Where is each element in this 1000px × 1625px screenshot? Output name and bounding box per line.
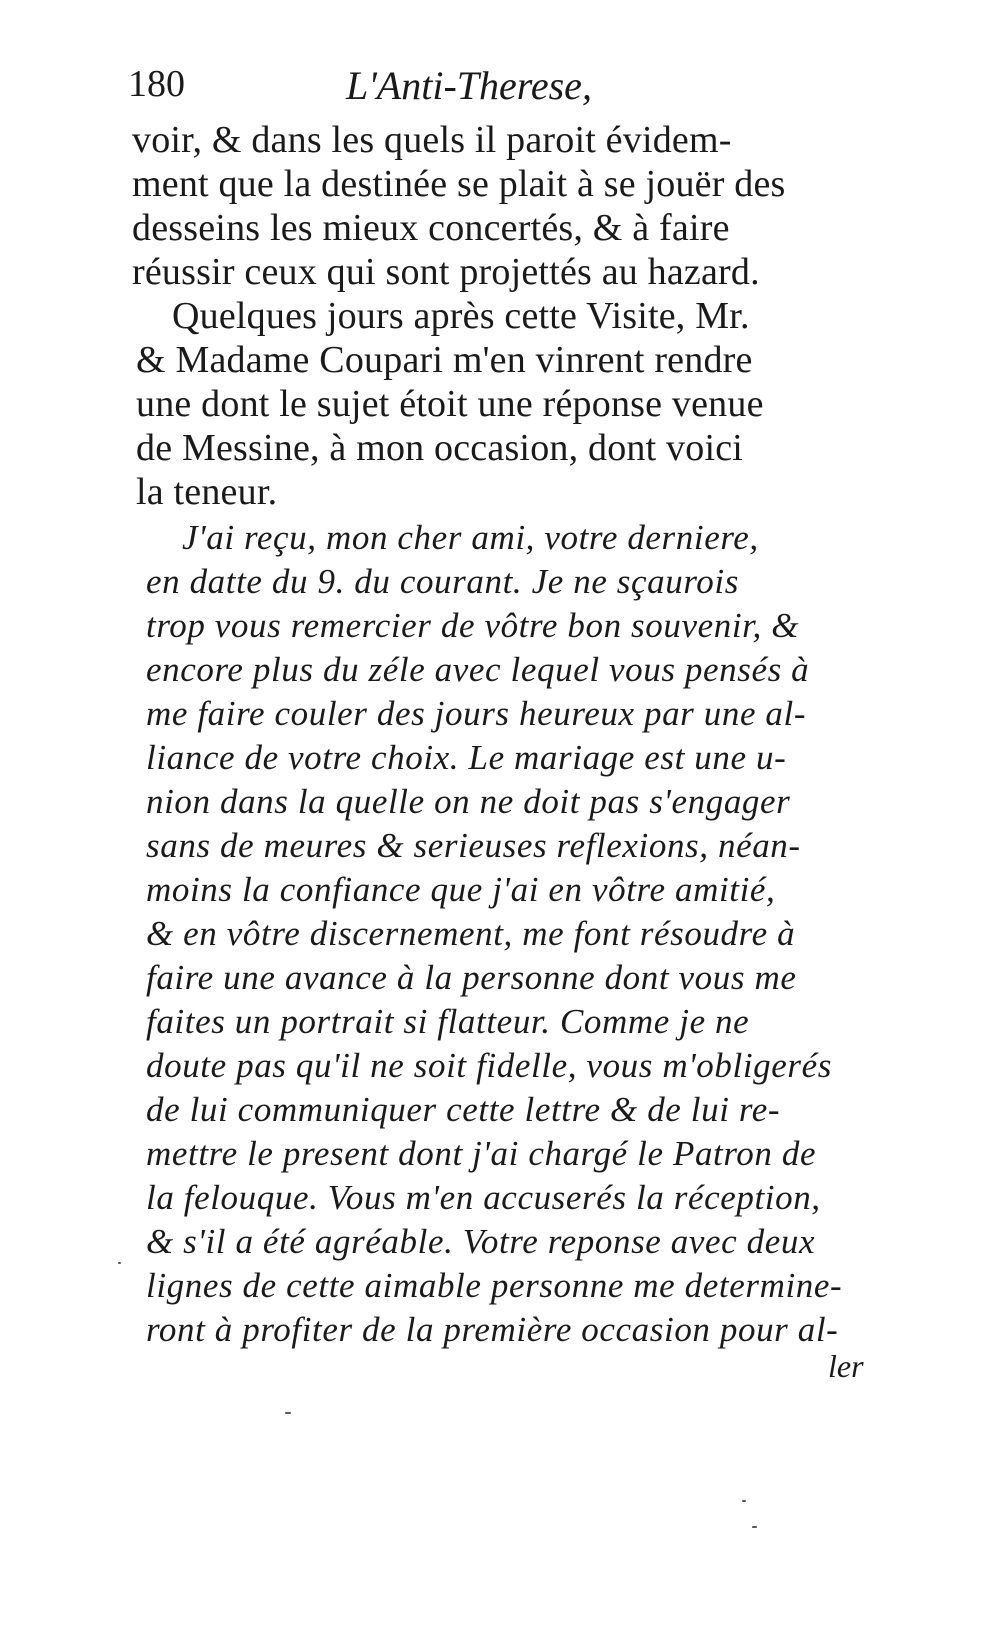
text-line: Quelques jours après cette Visite, Mr. xyxy=(172,295,750,337)
text-line: voir, & dans les quels il paroit évidem- xyxy=(132,119,732,161)
page-header xyxy=(128,62,648,112)
running-title: L'Anti-Therese, xyxy=(346,63,592,108)
text-line: ment que la destinée se plait à se jouër des xyxy=(132,163,786,205)
ink-speck xyxy=(118,1262,121,1264)
text-line: trop vous remercier de vôtre bon souvenir, & xyxy=(146,606,800,645)
text-line: de lui communiquer cette lettre & de lui re- xyxy=(146,1090,781,1129)
text-line: doute pas qu'il ne soit fidelle, vous m'obligerés xyxy=(146,1046,832,1085)
text-line: lignes de cette aimable personne me determine- xyxy=(146,1266,843,1305)
text-line: sans de meures & serieuses reflexions, néan- xyxy=(146,826,801,865)
text-line: de Messine, à mon occasion, dont voici xyxy=(136,427,744,469)
text-line: moins la confiance que j'ai en vôtre amitié, xyxy=(146,870,776,909)
text-line: ront à profiter de la première occasion pour al- xyxy=(146,1310,839,1349)
text-line: desseins les mieux concertés, & à faire xyxy=(132,207,730,249)
text-line: J'ai reçu, mon cher ami, votre derniere, xyxy=(182,518,759,557)
text-line: & s'il a été agréable. Votre reponse avec deux xyxy=(146,1222,816,1261)
text-line: la felouque. Vous m'en accuserés la réception, xyxy=(146,1178,821,1217)
text-line: & en vôtre discernement, me font résoudre à xyxy=(146,914,796,953)
text-line: la teneur. xyxy=(136,471,278,513)
ink-speck xyxy=(752,1526,757,1528)
text-line: & Madame Coupari m'en vinrent rendre xyxy=(136,339,753,381)
ink-speck xyxy=(742,1500,746,1502)
catchword: ler xyxy=(828,1348,864,1384)
text-line: faites un portrait si flatteur. Comme je ne xyxy=(146,1002,750,1041)
page-number: 180 xyxy=(128,63,185,105)
text-line: encore plus du zéle avec lequel vous pensés à xyxy=(146,650,810,689)
text-line: en datte du 9. du courant. Je ne sçaurois xyxy=(146,562,739,601)
text-line: nion dans la quelle on ne doit pas s'engager xyxy=(146,782,791,821)
text-line: réussir ceux qui sont projettés au hazard. xyxy=(132,251,760,293)
text-line: mettre le present dont j'ai chargé le Patron de xyxy=(146,1134,817,1173)
ink-speck xyxy=(285,1412,291,1414)
text-line: liance de votre choix. Le mariage est une u- xyxy=(146,738,787,777)
text-line: une dont le sujet étoit une réponse venue xyxy=(136,383,764,425)
text-line: faire une avance à la personne dont vous me xyxy=(146,958,797,997)
text-line: me faire couler des jours heureux par une al- xyxy=(146,694,807,733)
